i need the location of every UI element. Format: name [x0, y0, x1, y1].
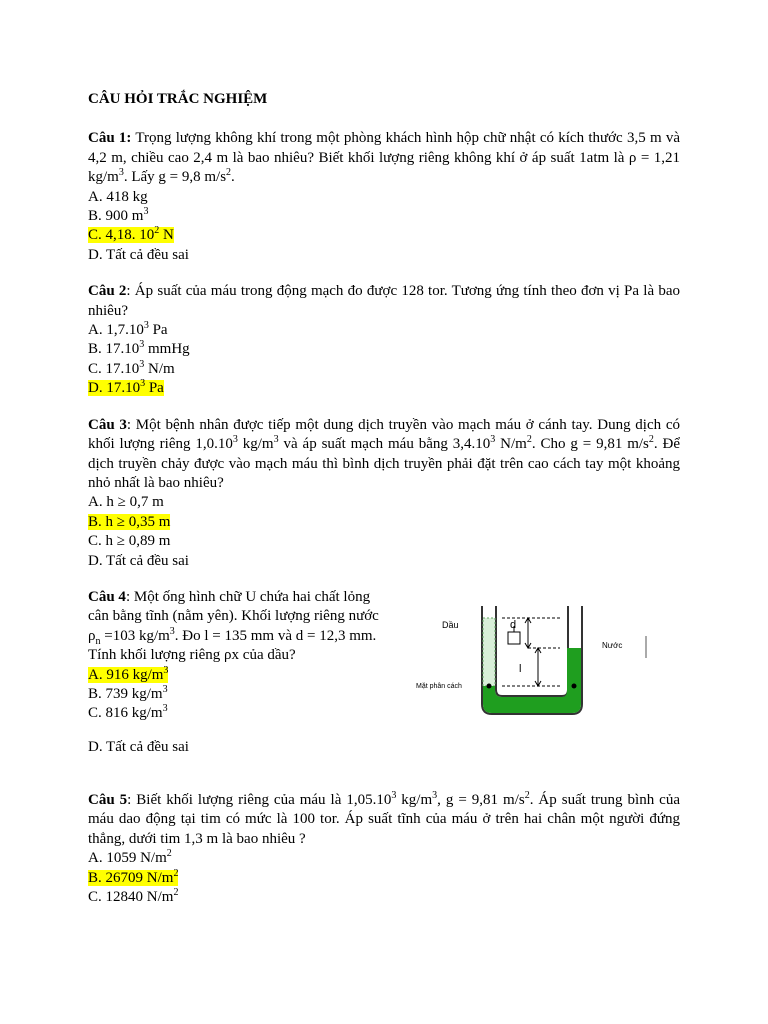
question-4-option-b[interactable]: B. 739 $kg/m^3$ [88, 683, 168, 702]
question-4-option-c[interactable]: C. 816 $kg/m^3$ [88, 703, 168, 722]
water-region [483, 648, 581, 713]
question-1-option-c-correct[interactable] [88, 226, 680, 245]
question-3 [88, 416, 680, 571]
question-4-label: Câu 4 [88, 588, 126, 605]
question-1-option-a[interactable]: A. 418 kg [88, 188, 148, 205]
document-page [88, 90, 680, 924]
question-4-option-a-correct[interactable] [88, 666, 380, 685]
label-interface: Mặt phân cách [416, 682, 462, 690]
label-water: Nước [602, 640, 623, 650]
question-2-stem: Câu 2: Áp suất của máu trong động mạch đo được 128 tor. Tương ứng tính theo đơn vị Pa là bao nhiêu? [88, 283, 680, 319]
question-5-stem: Câu 5: Biết khối lượng riêng của máu là 1,05.10$^3$ $kg/m^3$, g = 9,81 $m/s^2$. Áp suất trung bình của máu dao động tại tim có mức là 100 tor. Áp suất tĩnh của máu ở trên hai chân một người đứng thẳng, dưới tim 1,3 m là bao nhiêu ? [88, 789, 680, 847]
question-2 [88, 282, 680, 398]
question-5-option-a[interactable]: A. 1059 $N/m^2$ [88, 848, 172, 867]
interface-point-left [487, 683, 492, 688]
answer-highlight: D. 17.10$^3$ Pa [88, 378, 164, 397]
question-5 [88, 791, 680, 907]
answer-highlight: C. 4,18. $10^2$ N [88, 225, 174, 244]
question-3-option-c[interactable]: C. h ≥ 0,89 m [88, 533, 171, 550]
question-1-stem: Câu 1: Trọng lượng không khí trong một phòng khách hình hộp chữ nhật có kích thước 3,5 m và 4,2 m, chiều cao 2,4 m là bao nhiêu? Biết khối lượng riêng không khí ở áp suất 1atm là ρ = 1,21 $kg/m^3$. Lấy g = 9,8 $m/s^2$. [88, 130, 681, 186]
question-3-option-a[interactable]: A. h ≥ 0,7 m [88, 494, 164, 511]
question-4 [88, 588, 680, 782]
question-4-option-d[interactable]: D. Tất cả đều sai [88, 738, 189, 755]
label-d: d [510, 618, 517, 631]
question-2-option-b[interactable]: B. 17.10$^3$ mmHg [88, 339, 190, 358]
question-2-option-d-correct[interactable] [88, 379, 680, 398]
question-2-option-c[interactable]: C. 17.10$^3$ N/m [88, 358, 175, 377]
question-5-label: Câu 5 [88, 791, 128, 808]
u-tube-diagram [410, 576, 660, 726]
answer-highlight: A. 916 $kg/m^3$ [88, 664, 169, 683]
question-4-stem: Câu 4: Một ống hình chữ U chứa hai chất lỏng cân bằng tĩnh (nằm yên). Khối lượng riêng nước $\rho_n =103$ $kg/m^3$. Đo l = 135 mm và d = 12,3 mm. Tính khối lượng riêng ρx của dầu? [88, 588, 379, 664]
question-2-label: Câu 2 [88, 283, 127, 300]
interface-point-right [572, 683, 577, 688]
question-5-option-c[interactable]: C. 12840 $N/m^2$ [88, 886, 179, 905]
label-oil: Dầu [442, 619, 459, 630]
oil-column [483, 618, 495, 686]
question-5-option-b-correct[interactable] [88, 869, 680, 888]
question-3-label: Câu 3 [88, 416, 127, 433]
question-1-option-b[interactable]: B. 900 $m^3$ [88, 206, 149, 225]
question-3-stem: Câu 3: Một bệnh nhân được tiếp một dung dịch truyền vào mạch máu ở cánh tay. Dung dịch có khối lượng riêng 1,0.10$^3$ $kg/m^3$ và áp suất mạch máu bằng 3,4.10$^3$ $N/m^2$. Cho g = 9,81 $m/s^2$. Để dịch truyền chảy được vào mạch máu thì bình dịch truyền phải đặt trên cao cách tay một khoảng nhỏ nhất là bao nhiêu? [88, 416, 680, 491]
question-1-label: Câu 1: [88, 130, 132, 147]
question-3-option-d[interactable]: D. Tất cả đều sai [88, 552, 189, 569]
answer-highlight: B. h ≥ 0,35 m [88, 513, 171, 530]
question-2-option-a[interactable]: A. 1,7.10$^3$ Pa [88, 320, 168, 339]
answer-highlight: B. 26709 $N/m^2$ [88, 867, 179, 886]
label-l: l [519, 662, 522, 675]
question-1 [88, 129, 680, 265]
question-3-option-b-correct[interactable] [88, 513, 680, 532]
document-title: CÂU HỎI TRẮC NGHIỆM [88, 91, 268, 107]
question-4-text [88, 588, 380, 757]
question-1-option-d[interactable]: D. Tất cả đều sai [88, 246, 189, 263]
